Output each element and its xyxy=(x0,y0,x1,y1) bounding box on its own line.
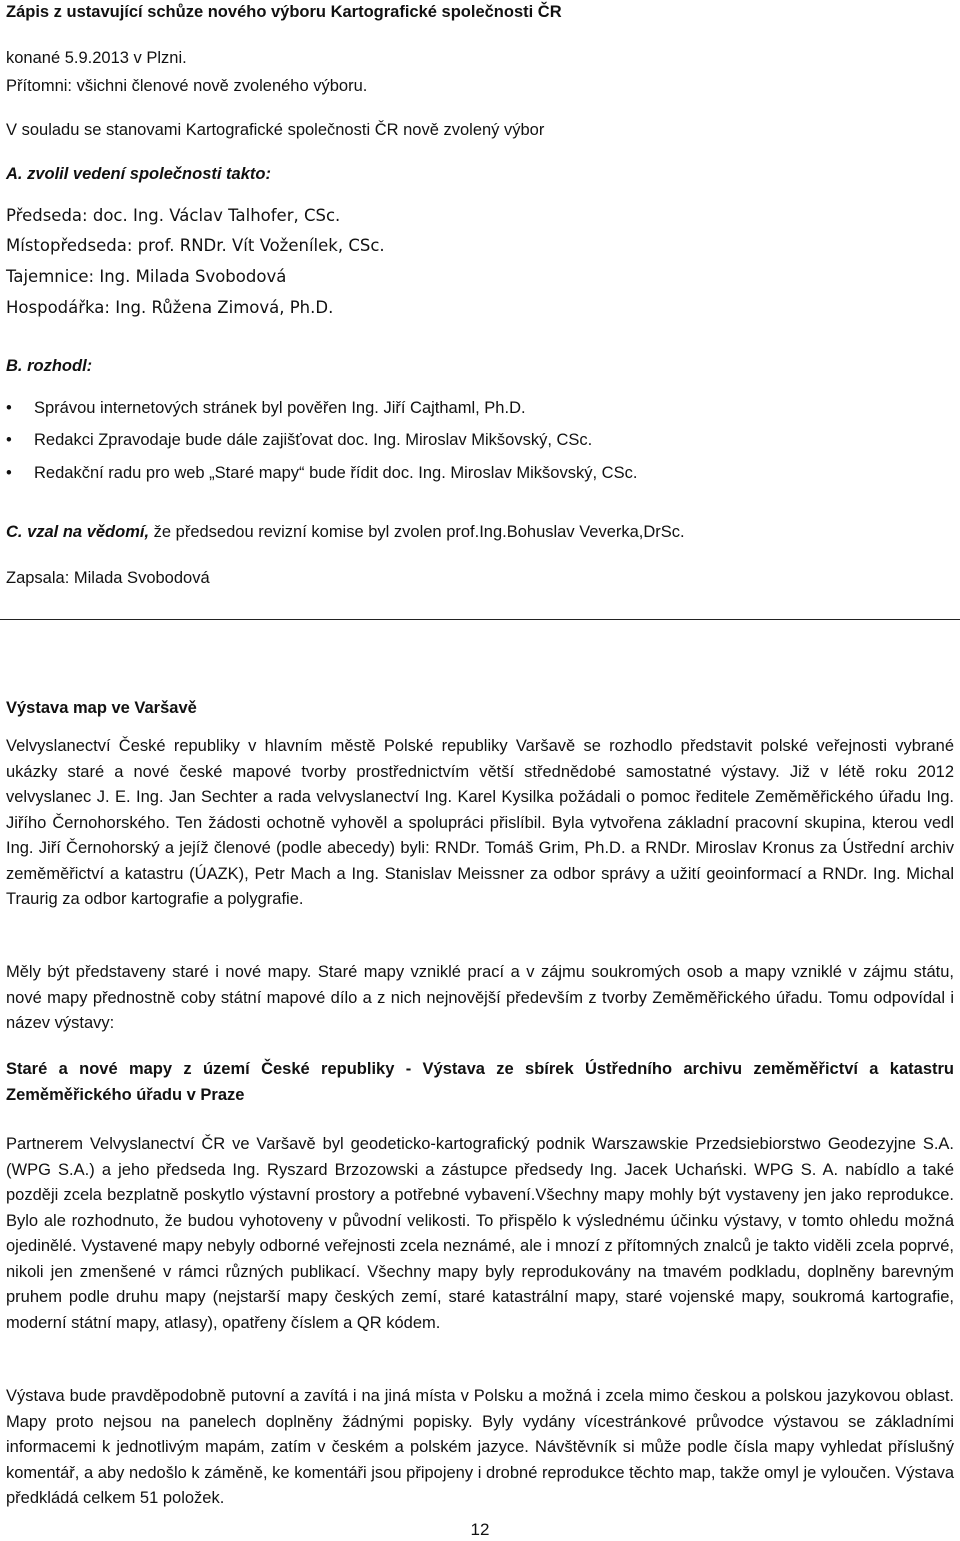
section-divider xyxy=(0,619,960,620)
role-chair: Předseda: doc. Ing. Václav Talhofer, CSc. xyxy=(6,206,341,225)
bullet-text: Redakci Zpravodaje bude dále zajišťovat doc. Ing. Miroslav Mikšovský, CSc. xyxy=(34,431,593,449)
minutes-present: Přítomni: všichni členové nově zvoleného výboru. xyxy=(6,77,368,95)
section-b-heading: B. rozhodl: xyxy=(6,357,93,375)
list-item xyxy=(6,398,526,418)
bullet-text: Redakční radu pro web „Staré mapy“ bude řídit doc. Ing. Miroslav Mikšovský, CSc. xyxy=(34,464,638,482)
list-item xyxy=(6,430,592,450)
bullet-icon: • xyxy=(6,431,12,449)
bullet-icon: • xyxy=(6,464,12,482)
section-a-heading: A. zvolil vedení společnosti takto: xyxy=(6,165,271,183)
role-treasurer: Hospodářka: Ing. Růžena Zimová, Ph.D. xyxy=(6,298,334,317)
article-paragraph-1: Velvyslanectví České republiky v hlavním městě Polské republiky Varšavě se rozhodlo představit polské veřejnosti vybrané ukázky staré a nové české mapové tvorby prostřednictvím větší střednědobé samostatné výstavy. Již v létě roku 2012 velvyslanec J. E. Ing. Jan Sechter a rada velvyslanectví Ing. Karel Kysilka požádali o pomoc ředitele Zeměměřického úřadu Ing. Jiřího Černohorského. Ten žádosti ochotně vyhověl a spolupráci přislíbil. Byla vytvořena základní pracovní skupina, kterou vedl Ing. Jiří Černohorský a jejíž členové (podle abecedy) byli: RNDr. Tomáš Grim, Ph.D. a RNDr. Miroslav Kronus za Ústřední archiv zeměměřictví a katastru (ÚAZK), Petr Mach a Ing. Stanislav Meissner za odbor správy a užití geoinformací a RNDr. Ing. Michal Traurig za odbor kartografie a polygrafie. xyxy=(6,737,954,908)
minutes-intro: V souladu se stanovami Kartografické společnosti ČR nově zvolený výbor xyxy=(6,121,545,139)
section-c-label: C. vzal na vědomí, xyxy=(6,523,150,541)
article-paragraph-3: Partnerem Velvyslanectví ČR ve Varšavě byl geodeticko-kartografický podnik Warszawskie Przedsiebiorstwo Geodezyjne S.A. (WPG S.A.) a jeho předseda Ing. Ryszard Brzozowski a zástupce předsedy Ing. Jacek Uchański. WPG S. A. nabídlo a také později zcela bezplatně poskytlo výstavní prostory a potřebné vybavení.Všechny mapy mohly být vystaveny jen jako reprodukce. Bylo ale rozhodnuto, že budou vyhotoveny v původní velikosti. To přispělo k výslednému účinku výstavy, v tomto ohledu možná ojedinělé. Vystavené mapy nebyly odborné veřejnosti zcela neznámé, ale i mnozí z přítomných znalců je takto viděli zcela poprvé, nikoli jen zmenšené v rámci různých publikací. Všechny mapy byly reprodukovány na tmavém podkladu, doplněny barevným pruhem podle druhu mapy (nejstarší mapy českých zemí, staré katastrální mapy, staré vojenské mapy, soukromá kartografie, moderní státní mapy, atlasy), opatřeny číslem a QR kódem. xyxy=(6,1135,954,1332)
section-c-text: že předsedou revizní komise byl zvolen prof.Ing.Bohuslav Veverka,DrSc. xyxy=(149,523,685,541)
article-paragraph-4: Výstava bude pravděpodobně putovní a zavítá i na jiná místa v Polsku a možná i zcela mimo českou a polskou jazykovou oblast. Mapy proto nejsou na panelech doplněny žádnými popisky. Byly vydány vícestránkové průvodce výstavou se základními informacemi k jednotlivým mapám, zatím v českém a polském jazyce. Návštěvník si může podle čísla mapy vyhledat příslušný komentář, a aby nedošlo k záměně, ke komentáři jsou připojeny i drobné reprodukce těchto map, takže omyl je vyloučen. Výstava předkládá celkem 51 položek. xyxy=(6,1387,954,1507)
minutes-title: Zápis z ustavující schůze nového výboru Kartografické společnosti ČR xyxy=(6,3,562,21)
section-c xyxy=(6,522,685,542)
recorded-by: Zapsala: Milada Svobodová xyxy=(6,569,210,587)
minutes-date: konané 5.9.2013 v Plzni. xyxy=(6,49,187,67)
exhibition-title: Staré a nové mapy z území České republiky - Výstava ze sbírek Ústředního archivu zeměměřictví a katastru Zeměměřického úřadu v Praze xyxy=(6,1060,954,1104)
list-item xyxy=(6,463,637,483)
bullet-icon: • xyxy=(6,399,12,417)
role-vice-chair: Místopředseda: prof. RNDr. Vít Voženílek, CSc. xyxy=(6,236,385,255)
role-secretary: Tajemnice: Ing. Milada Svobodová xyxy=(6,267,287,286)
article-heading: Výstava map ve Varšavě xyxy=(6,699,197,717)
bullet-text: Správou internetových stránek byl pověřen Ing. Jiří Cajthaml, Ph.D. xyxy=(34,399,526,417)
article-paragraph-2: Měly být představeny staré i nové mapy. Staré mapy vzniklé prací a v zájmu soukromých osob a mapy vzniklé v zájmu státu, nové mapy přednostně coby státní mapové dílo a z nich nejnovější především z tvorby Zeměměřického úřadu. Tomu odpovídal i název výstavy: xyxy=(6,963,954,1032)
page-number: 12 xyxy=(470,1520,490,1539)
